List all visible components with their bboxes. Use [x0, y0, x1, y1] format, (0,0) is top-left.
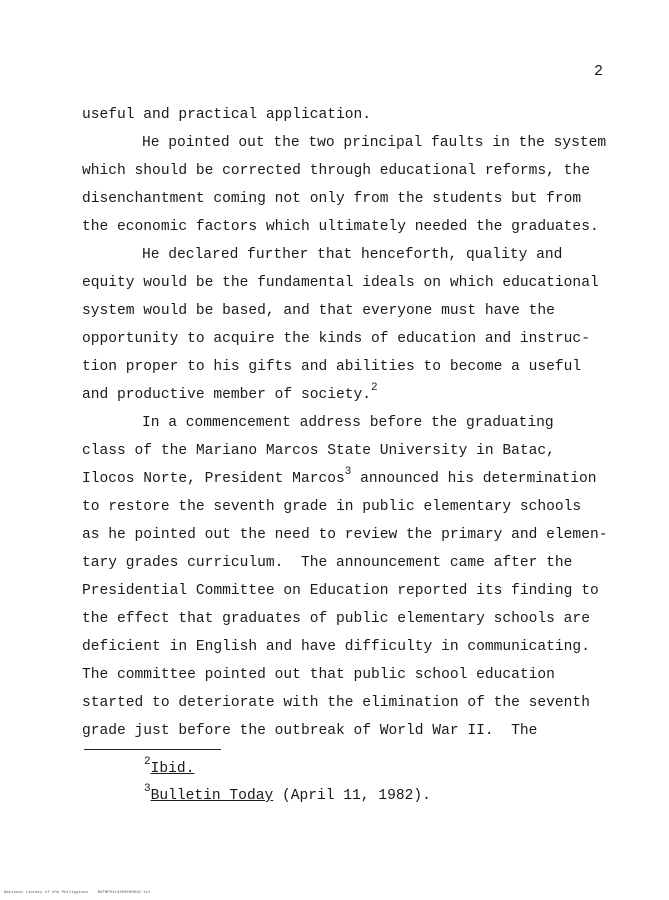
text-line: He pointed out the two principal faults in the system [142, 135, 607, 151]
text-line: deficient in English and have difficulty in communicating. [82, 639, 590, 655]
text-line [82, 465, 622, 493]
footnote-title: Bulletin Today [150, 788, 274, 804]
footnote-marker: 3 [144, 783, 151, 796]
library-stamp: National Library of the Philippines RUTMP0114400500010 tif [4, 891, 151, 895]
text-line: equity would be the fundamental ideals on which educational [82, 275, 599, 291]
text-line: Presidential Committee on Education reported its finding to [82, 583, 599, 599]
text-line: grade just before the outbreak of World War II. The [82, 723, 538, 739]
footnote-divider [84, 749, 221, 750]
footnote [144, 756, 431, 783]
footnote [144, 783, 431, 810]
text-line: the economic factors which ultimately needed the graduates. [82, 219, 599, 235]
text-line: system would be based, and that everyone must have the [82, 303, 555, 319]
text-line: opportunity to acquire the kinds of education and instruc- [82, 331, 590, 347]
text-line [82, 381, 622, 409]
text-line: He declared further that henceforth, quality and [142, 247, 563, 263]
footnote-ref: 2 [371, 382, 378, 395]
text-fragment: Ilocos Norte, President Marcos [82, 471, 345, 487]
footnote-detail: (April 11, 1982). [273, 788, 431, 804]
text-fragment: and productive member of society. [82, 387, 372, 403]
text-line: tion proper to his gifts and abilities to become a useful [82, 359, 582, 375]
text-line: started to deteriorate with the elimination of the seventh [82, 695, 590, 711]
text-line: the effect that graduates of public elementary schools are [82, 611, 590, 627]
text-line: class of the Mariano Marcos State University in Batac, [82, 443, 555, 459]
text-line: tary grades curriculum. The announcement came after the [82, 555, 573, 571]
text-line: disenchantment coming not only from the students but from [82, 191, 582, 207]
body-text [82, 101, 622, 745]
text-line: to restore the seventh grade in public elementary schools [82, 499, 582, 515]
text-fragment: announced his determination [351, 471, 597, 487]
footnotes [144, 756, 431, 810]
text-line: which should be corrected through educational reforms, the [82, 163, 590, 179]
text-line: In a commencement address before the graduating [142, 415, 554, 431]
footnote-ref: 3 [344, 466, 352, 479]
footnote-title: Ibid. [150, 761, 195, 777]
text-line: The committee pointed out that public school education [82, 667, 555, 683]
text-line: as he pointed out the need to review the primary and elemen- [82, 527, 608, 543]
footnote-marker: 2 [144, 756, 151, 769]
text-line: useful and practical application. [82, 107, 372, 123]
page-number: 2 [594, 63, 604, 80]
